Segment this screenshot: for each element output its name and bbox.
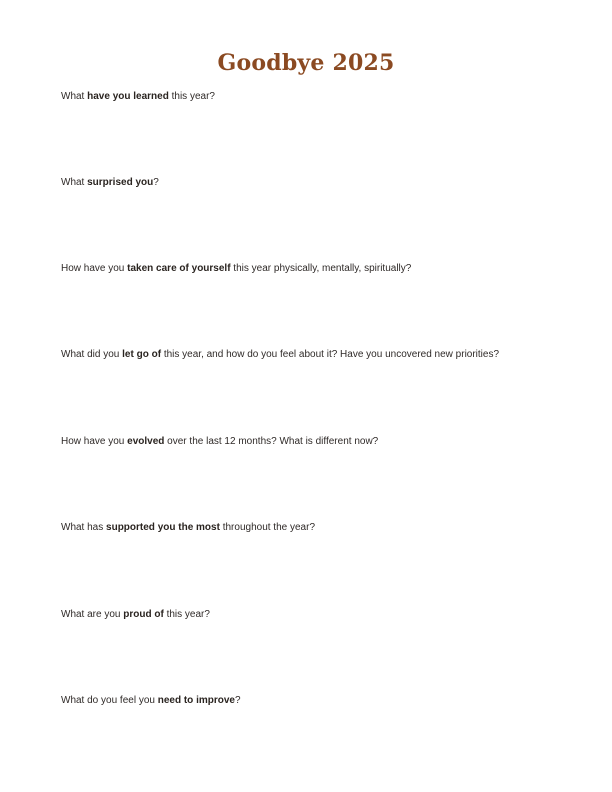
question-text: What has [61,522,107,533]
question-text: this year? [163,609,210,620]
question-text: What [61,91,88,102]
question-text: this year physically, mentally, spiritually? [230,263,412,274]
question-2 [61,177,561,188]
question-emphasis: have you learned [87,91,169,102]
question-text: What [61,177,88,188]
question-text: How have you [61,436,128,447]
question-emphasis: taken care of yourself [127,263,231,274]
question-text: over the last 12 months? What is different now? [164,436,379,447]
question-emphasis: supported you the most [106,522,220,533]
question-text: How have you [61,263,128,274]
question-3 [61,263,561,274]
question-5 [61,436,561,447]
question-emphasis: evolved [127,436,165,447]
page-title: Goodbye 2025 [217,50,395,76]
question-text: this year? [168,91,215,102]
question-4 [61,349,561,360]
question-text: ? [234,695,241,706]
question-emphasis: surprised you [87,177,154,188]
question-text: ? [153,177,159,188]
question-emphasis: proud of [123,609,164,620]
question-emphasis: let go of [122,349,162,360]
question-7 [61,609,561,620]
question-6 [61,522,561,533]
question-text: What are you [61,609,124,620]
question-text: What did you [61,349,123,360]
question-text: What do you feel you [61,695,158,706]
question-emphasis: need to improve [157,695,235,706]
question-text: throughout the year? [219,522,316,533]
question-text: this year, and how do you feel about it? Have you uncovered new priorities? [161,349,500,360]
question-8 [61,695,561,706]
question-1 [61,91,561,102]
